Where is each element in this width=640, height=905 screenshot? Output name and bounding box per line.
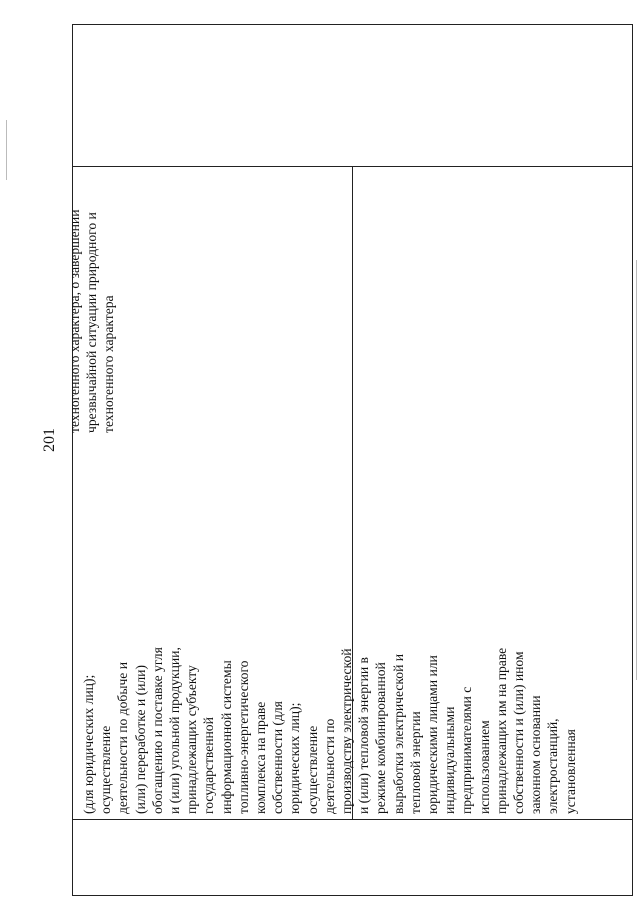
text-line: деятельности по добыче и [115, 662, 131, 814]
scan-margin-mark [6, 120, 7, 180]
text-line: и (или) тепловой энергии в [356, 657, 372, 814]
text-line: режиме комбинированной [373, 662, 389, 814]
text-line: юридических лиц); [287, 702, 303, 814]
text-line: деятельности по [321, 718, 337, 814]
text-line: юридическими лицами или [425, 655, 441, 814]
text-line: обогащению и поставке угля [149, 647, 165, 814]
scan-margin-mark-right [636, 260, 637, 680]
text-line: собственности (для [270, 701, 286, 814]
text-line: выработки электрической и [390, 653, 406, 814]
text-line: производству электрической [339, 648, 355, 814]
text-line: установленная [562, 729, 578, 814]
cell-emergency-text [66, 210, 118, 433]
text-line: государственной [201, 717, 217, 814]
text-line: и (или) угольной продукции, [167, 647, 183, 814]
text-line: чрезвычайной ситуации природного и [84, 212, 100, 433]
text-line: техногенного характера, о завершении [67, 209, 82, 433]
text-line: топливно-энергетического [235, 660, 251, 814]
text-line: индивидуальными [442, 706, 458, 814]
text-line: (или) переработке и (или) [132, 665, 148, 814]
text-line: осуществление [98, 725, 114, 814]
text-line: принадлежащих субъекту [184, 665, 200, 814]
page-number: 201 [41, 428, 58, 452]
text-line: техногенного характера [101, 295, 117, 433]
text-line: электростанций, [545, 718, 561, 814]
text-line: (для юридических лиц); [81, 674, 96, 814]
text-line: осуществление [304, 725, 320, 814]
table-row-divider-bottom [72, 819, 633, 820]
cell-activity-text [80, 647, 579, 814]
text-line: предпринимателями с [459, 686, 475, 814]
text-line: комплекса на праве [253, 701, 269, 814]
text-line: законном основании [528, 695, 544, 814]
text-line: информационной системы [218, 660, 234, 814]
text-line: тепловой энергии [407, 711, 423, 814]
text-line: принадлежащих им на праве [493, 647, 509, 814]
text-line: собственности и (или) ином [511, 651, 527, 814]
text-line: использованием [476, 720, 492, 814]
